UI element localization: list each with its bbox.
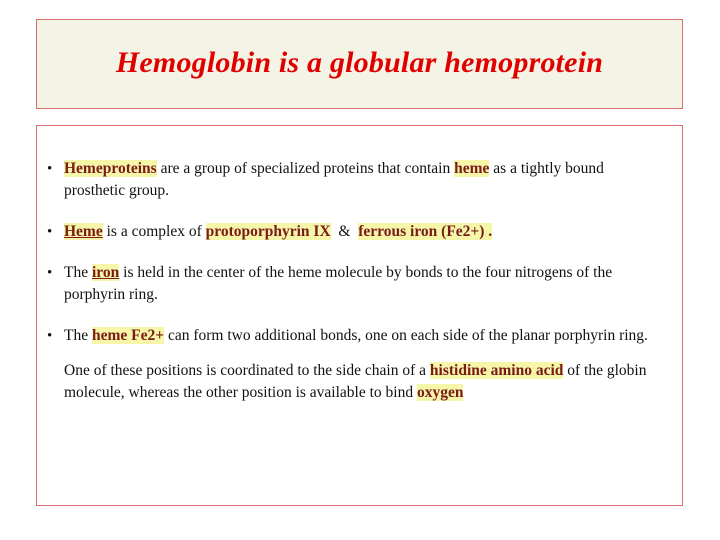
paragraph-text: of the globin molecule, whereas the other position is available to bind	[64, 362, 647, 401]
content-box	[36, 125, 683, 506]
protoporphyrin-term: protoporphyrin IX	[205, 223, 331, 240]
bullet-text: The	[64, 264, 92, 281]
bullet-text: can form two additional bonds, one on each side of the planar porphyrin ring.	[164, 327, 648, 344]
slide-title: Hemoglobin is a globular hemoprotein	[115, 46, 604, 79]
bullet-mark: •	[47, 328, 53, 344]
oxygen-term: oxygen	[416, 384, 464, 401]
bullet-text: The	[64, 327, 92, 344]
bullet-item-iron	[47, 262, 667, 306]
ampersand-text: &	[330, 223, 359, 240]
ferrous-iron-term: ferrous iron (Fe2+) .	[358, 223, 493, 240]
bullet-item-heme-fe2	[47, 325, 667, 347]
heme-term: heme	[454, 160, 490, 177]
bullet-item-hemeproteins	[47, 158, 667, 202]
hemeproteins-term: Hemeproteins	[64, 160, 157, 177]
bullet-mark: •	[47, 224, 53, 240]
histidine-term: histidine amino acid	[429, 362, 564, 379]
iron-term: iron	[91, 264, 120, 281]
bullet-mark: •	[47, 161, 53, 177]
bullet-text: is a complex of	[102, 223, 206, 240]
title-box	[36, 19, 683, 109]
bullet-list	[47, 158, 667, 404]
bullet-mark: •	[47, 265, 53, 281]
bullet-text: as a tightly bound prosthetic group.	[64, 160, 604, 199]
bullet-text: are a group of specialized proteins that contain	[156, 160, 455, 177]
bullet-item-heme-complex	[47, 221, 667, 243]
sub-paragraph-histidine	[47, 360, 667, 404]
heme-term: Heme	[64, 223, 103, 240]
bullet-text: is held in the center of the heme molecule by bonds to the four nitrogens of the porphyrin ring.	[64, 264, 613, 303]
paragraph-text: One of these positions is coordinated to the side chain of a	[64, 362, 430, 379]
heme-fe2-term: heme Fe2+	[91, 327, 165, 344]
